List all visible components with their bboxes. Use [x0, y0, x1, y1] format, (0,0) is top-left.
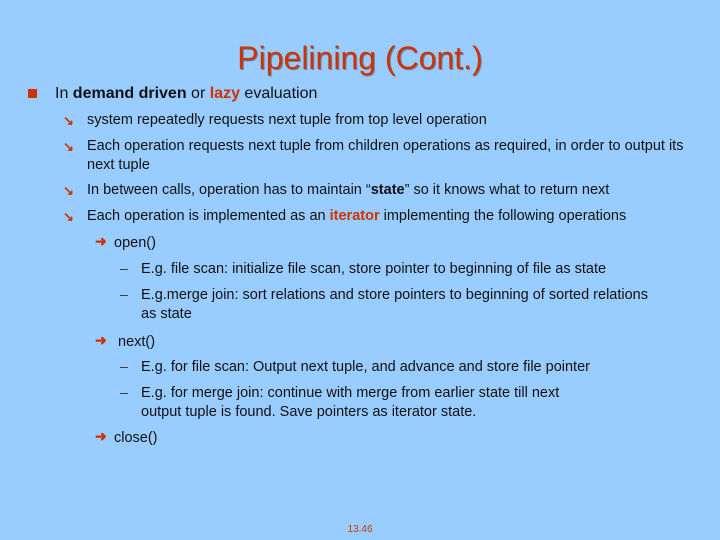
list-item: system repeatedly requests next tuple from top level operation [87, 112, 487, 128]
sub-item: E.g. file scan: initialize file scan, store pointer to beginning of file as state [141, 261, 607, 277]
op-next: next() [118, 334, 156, 350]
down-arrow-icon: ↘ [63, 139, 74, 154]
item-prefix: Each operation is implemented as an [87, 208, 330, 224]
op-close: close() [114, 430, 158, 446]
op-open: open() [114, 235, 156, 251]
down-arrow-icon: ↘ [63, 113, 74, 128]
right-arrow-icon: ➜ [95, 428, 107, 444]
page-title: Pipelining (Cont.) [237, 40, 483, 76]
lazy-text: lazy [209, 85, 240, 102]
list-item [87, 207, 626, 226]
iterator-text: iterator [329, 208, 380, 224]
list-item: Each operation requests next tuple from children operations as required, in order to output its next tuple [87, 138, 684, 173]
item-suffix: implementing the following operations [379, 208, 627, 224]
intro-prefix: In [55, 85, 73, 102]
right-arrow-icon: ➜ [95, 233, 107, 249]
right-arrow-icon: ➜ [95, 332, 107, 348]
sub-item: E.g. for file scan: Output next tuple, and advance and store file pointer [141, 359, 590, 375]
page-number: 13.46 [347, 524, 373, 535]
item-suffix: ” so it knows what to return next [404, 182, 610, 198]
sub-item: E.g.merge join: sort relations and store pointers to beginning of sorted relations as state [141, 287, 648, 322]
demand-driven-text: demand driven [72, 85, 187, 102]
dash-icon: – [120, 260, 128, 276]
dash-icon: – [120, 384, 128, 400]
intro-suffix: evaluation [239, 85, 318, 102]
intro-line [55, 84, 317, 103]
down-arrow-icon: ↘ [63, 209, 74, 224]
list-item [87, 181, 609, 200]
down-arrow-icon: ↘ [63, 183, 74, 198]
dash-icon: – [120, 358, 128, 374]
dash-icon: – [120, 286, 128, 302]
sub-item: E.g. for merge join: continue with merge from earlier state till next output tuple is found. Save pointers as iterator state. [141, 385, 560, 420]
intro-or: or [186, 85, 210, 102]
square-bullet-icon [28, 89, 37, 98]
item-prefix: In between calls, operation has to maintain “ [87, 182, 371, 198]
state-text: state [370, 182, 405, 198]
